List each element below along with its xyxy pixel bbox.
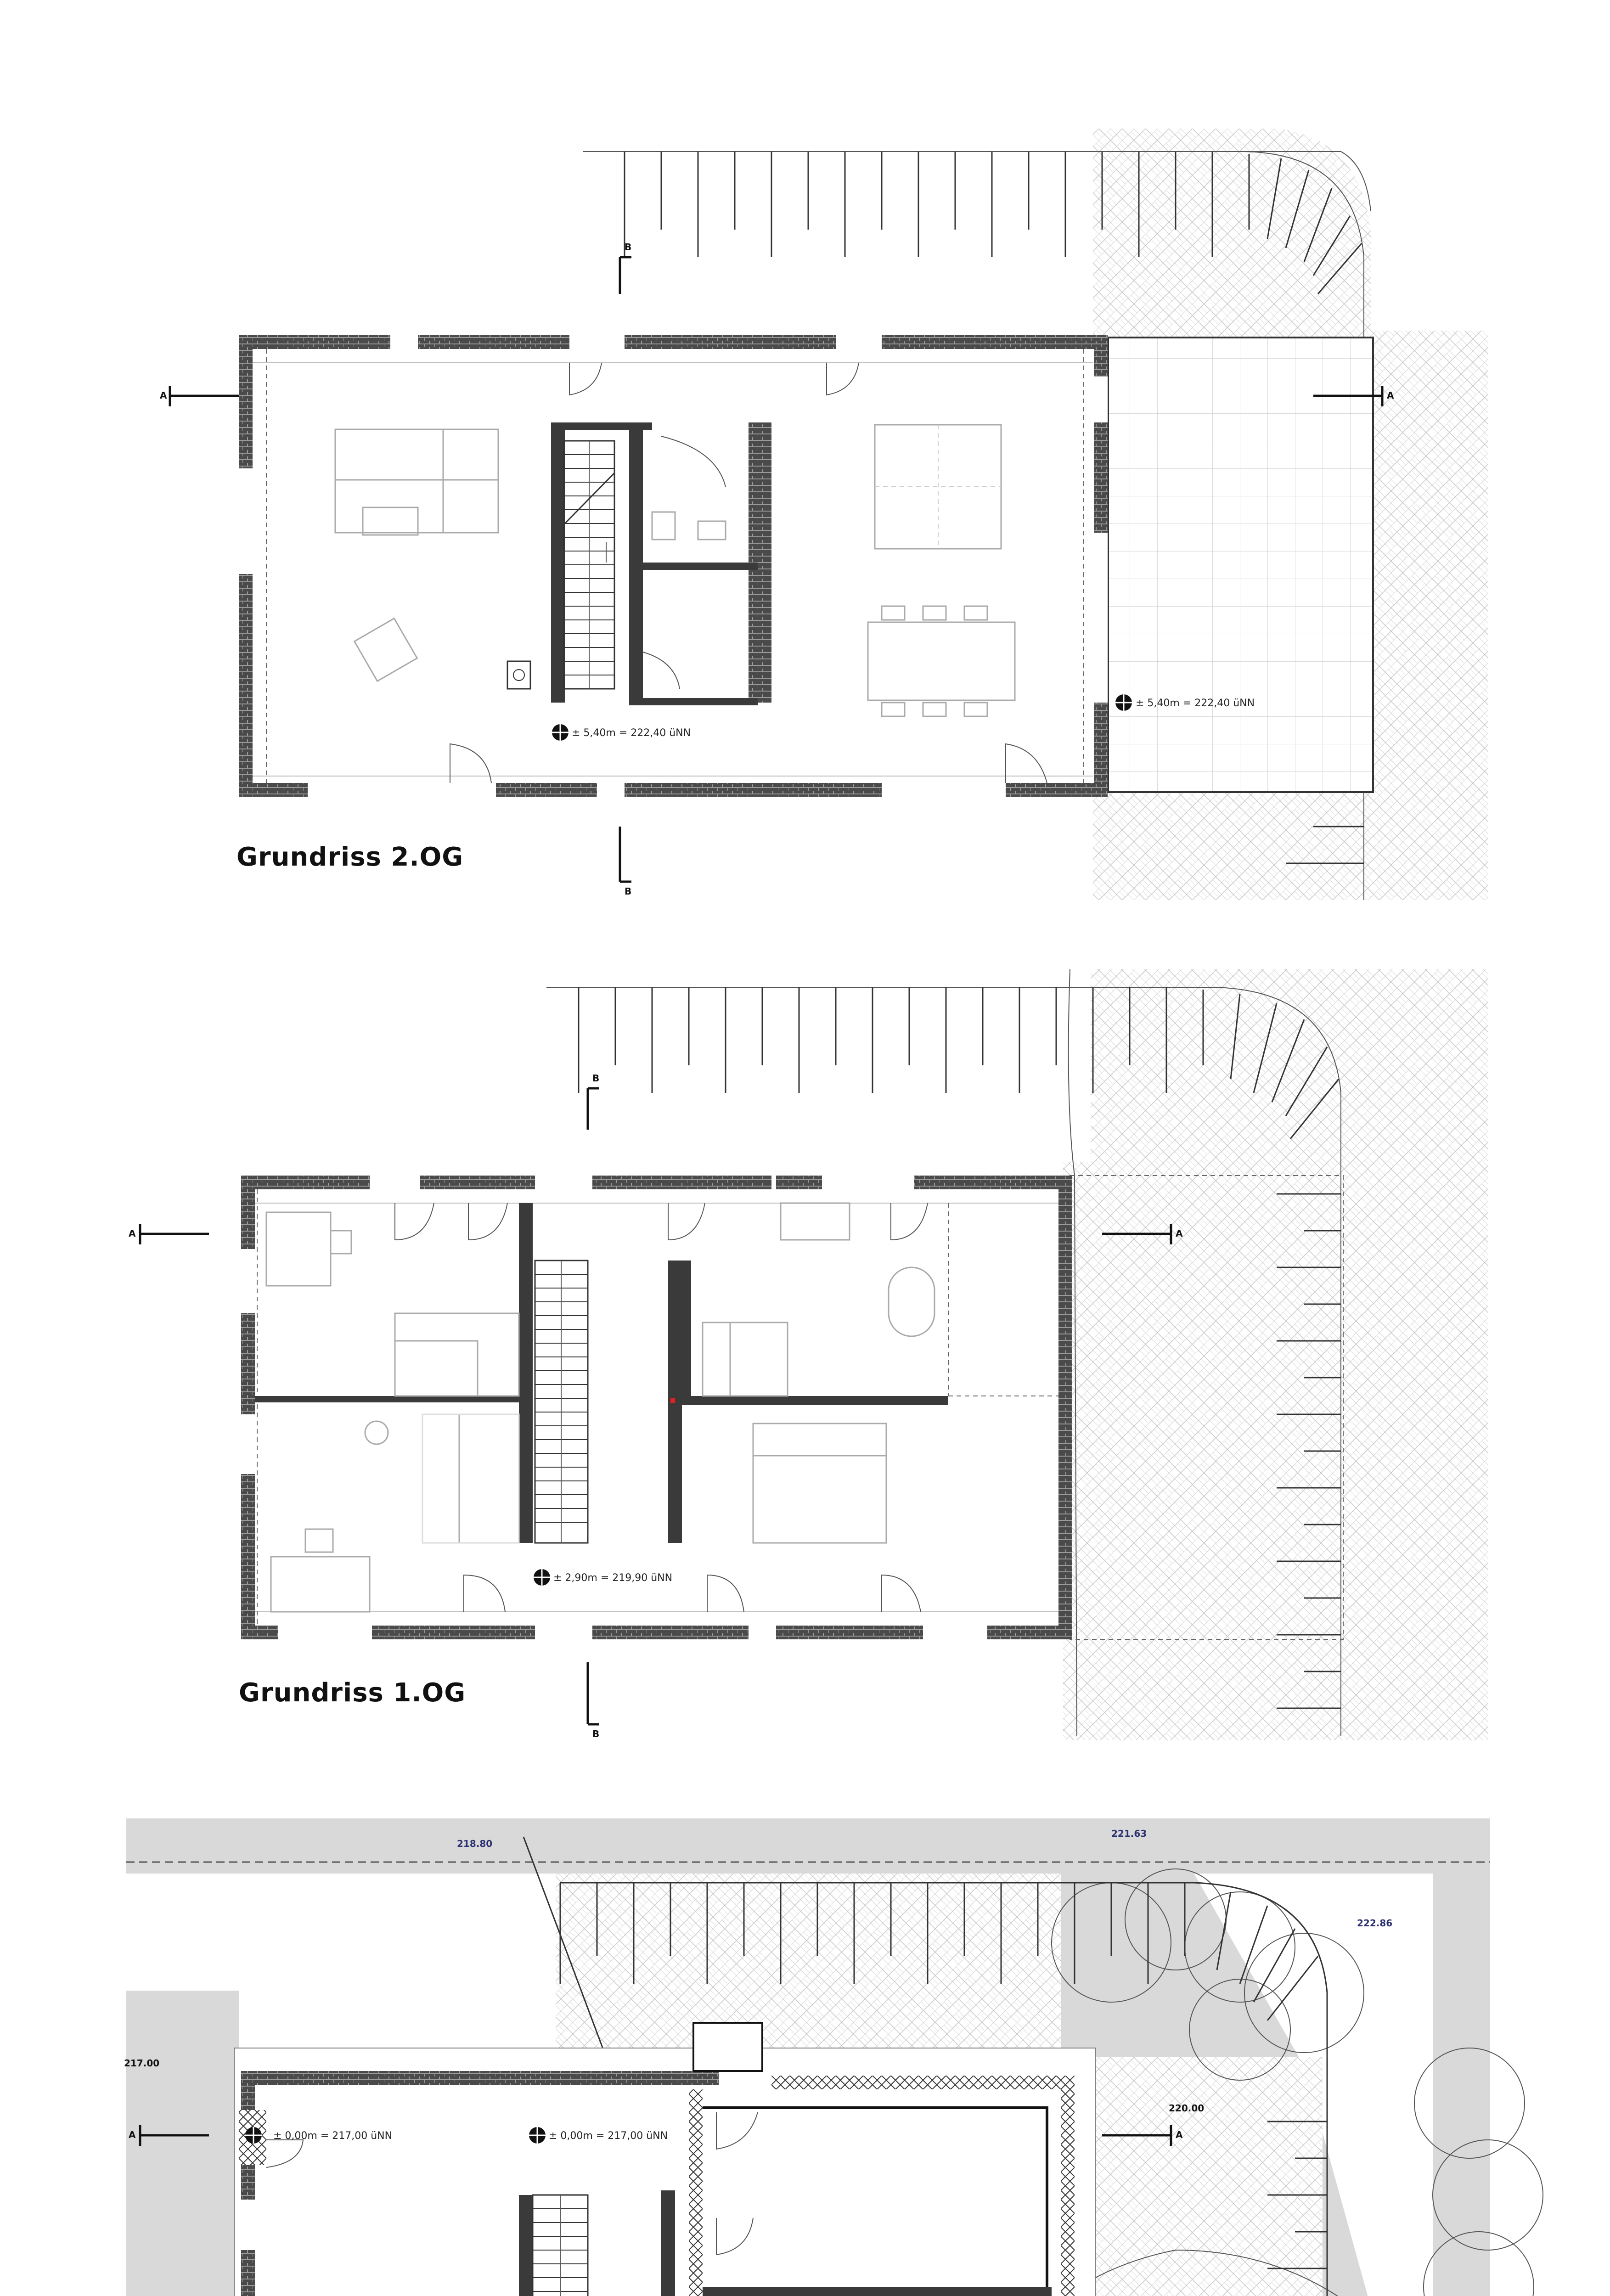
section-a-right-2og: A: [1387, 390, 1394, 401]
elevation-label: 220.00: [1169, 2103, 1205, 2114]
section-a-left-eg: A: [129, 2129, 136, 2140]
section-a-right-1og: A: [1176, 1228, 1183, 1239]
level-label-2og: ± 5,40m = 222,40 üNN: [572, 727, 691, 739]
section-b-top-1og: B: [592, 1073, 600, 1084]
elevation-label: 218.80: [457, 1838, 493, 1849]
section-a-right-eg: A: [1176, 2129, 1183, 2140]
building-1og: [241, 1176, 1072, 1639]
terrace-level-label-2og: ± 5,40m = 222,40 üNN: [1136, 698, 1255, 709]
plan-title-2og: Grundriss 2.OG: [236, 842, 464, 872]
plan-eg: [124, 1818, 1543, 2296]
building-eg: [234, 2023, 1095, 2296]
plan-1og: [129, 969, 1488, 1740]
section-a-left-1og: A: [129, 1228, 136, 1239]
section-b-bottom-2og: B: [625, 886, 632, 897]
entrance-level-label-eg: ± 0,00m = 217,00 üNN: [273, 2130, 393, 2142]
plan-2og: [160, 129, 1488, 900]
elevation-label: 222.86: [1357, 1918, 1393, 1929]
section-b-bottom-1og: B: [592, 1728, 600, 1739]
elevation-label: 217.00: [124, 2058, 160, 2069]
section-b-top-2og: B: [625, 242, 632, 253]
elevation-label: 221.63: [1111, 1828, 1147, 1839]
terrace-2og: [1108, 338, 1373, 792]
plan-title-1og: Grundriss 1.OG: [239, 1678, 466, 1708]
section-a-left-2og: A: [160, 390, 167, 401]
level-label-eg: ± 0,00m = 217,00 üNN: [549, 2130, 668, 2142]
level-label-1og: ± 2,90m = 219,90 üNN: [553, 1572, 673, 1584]
